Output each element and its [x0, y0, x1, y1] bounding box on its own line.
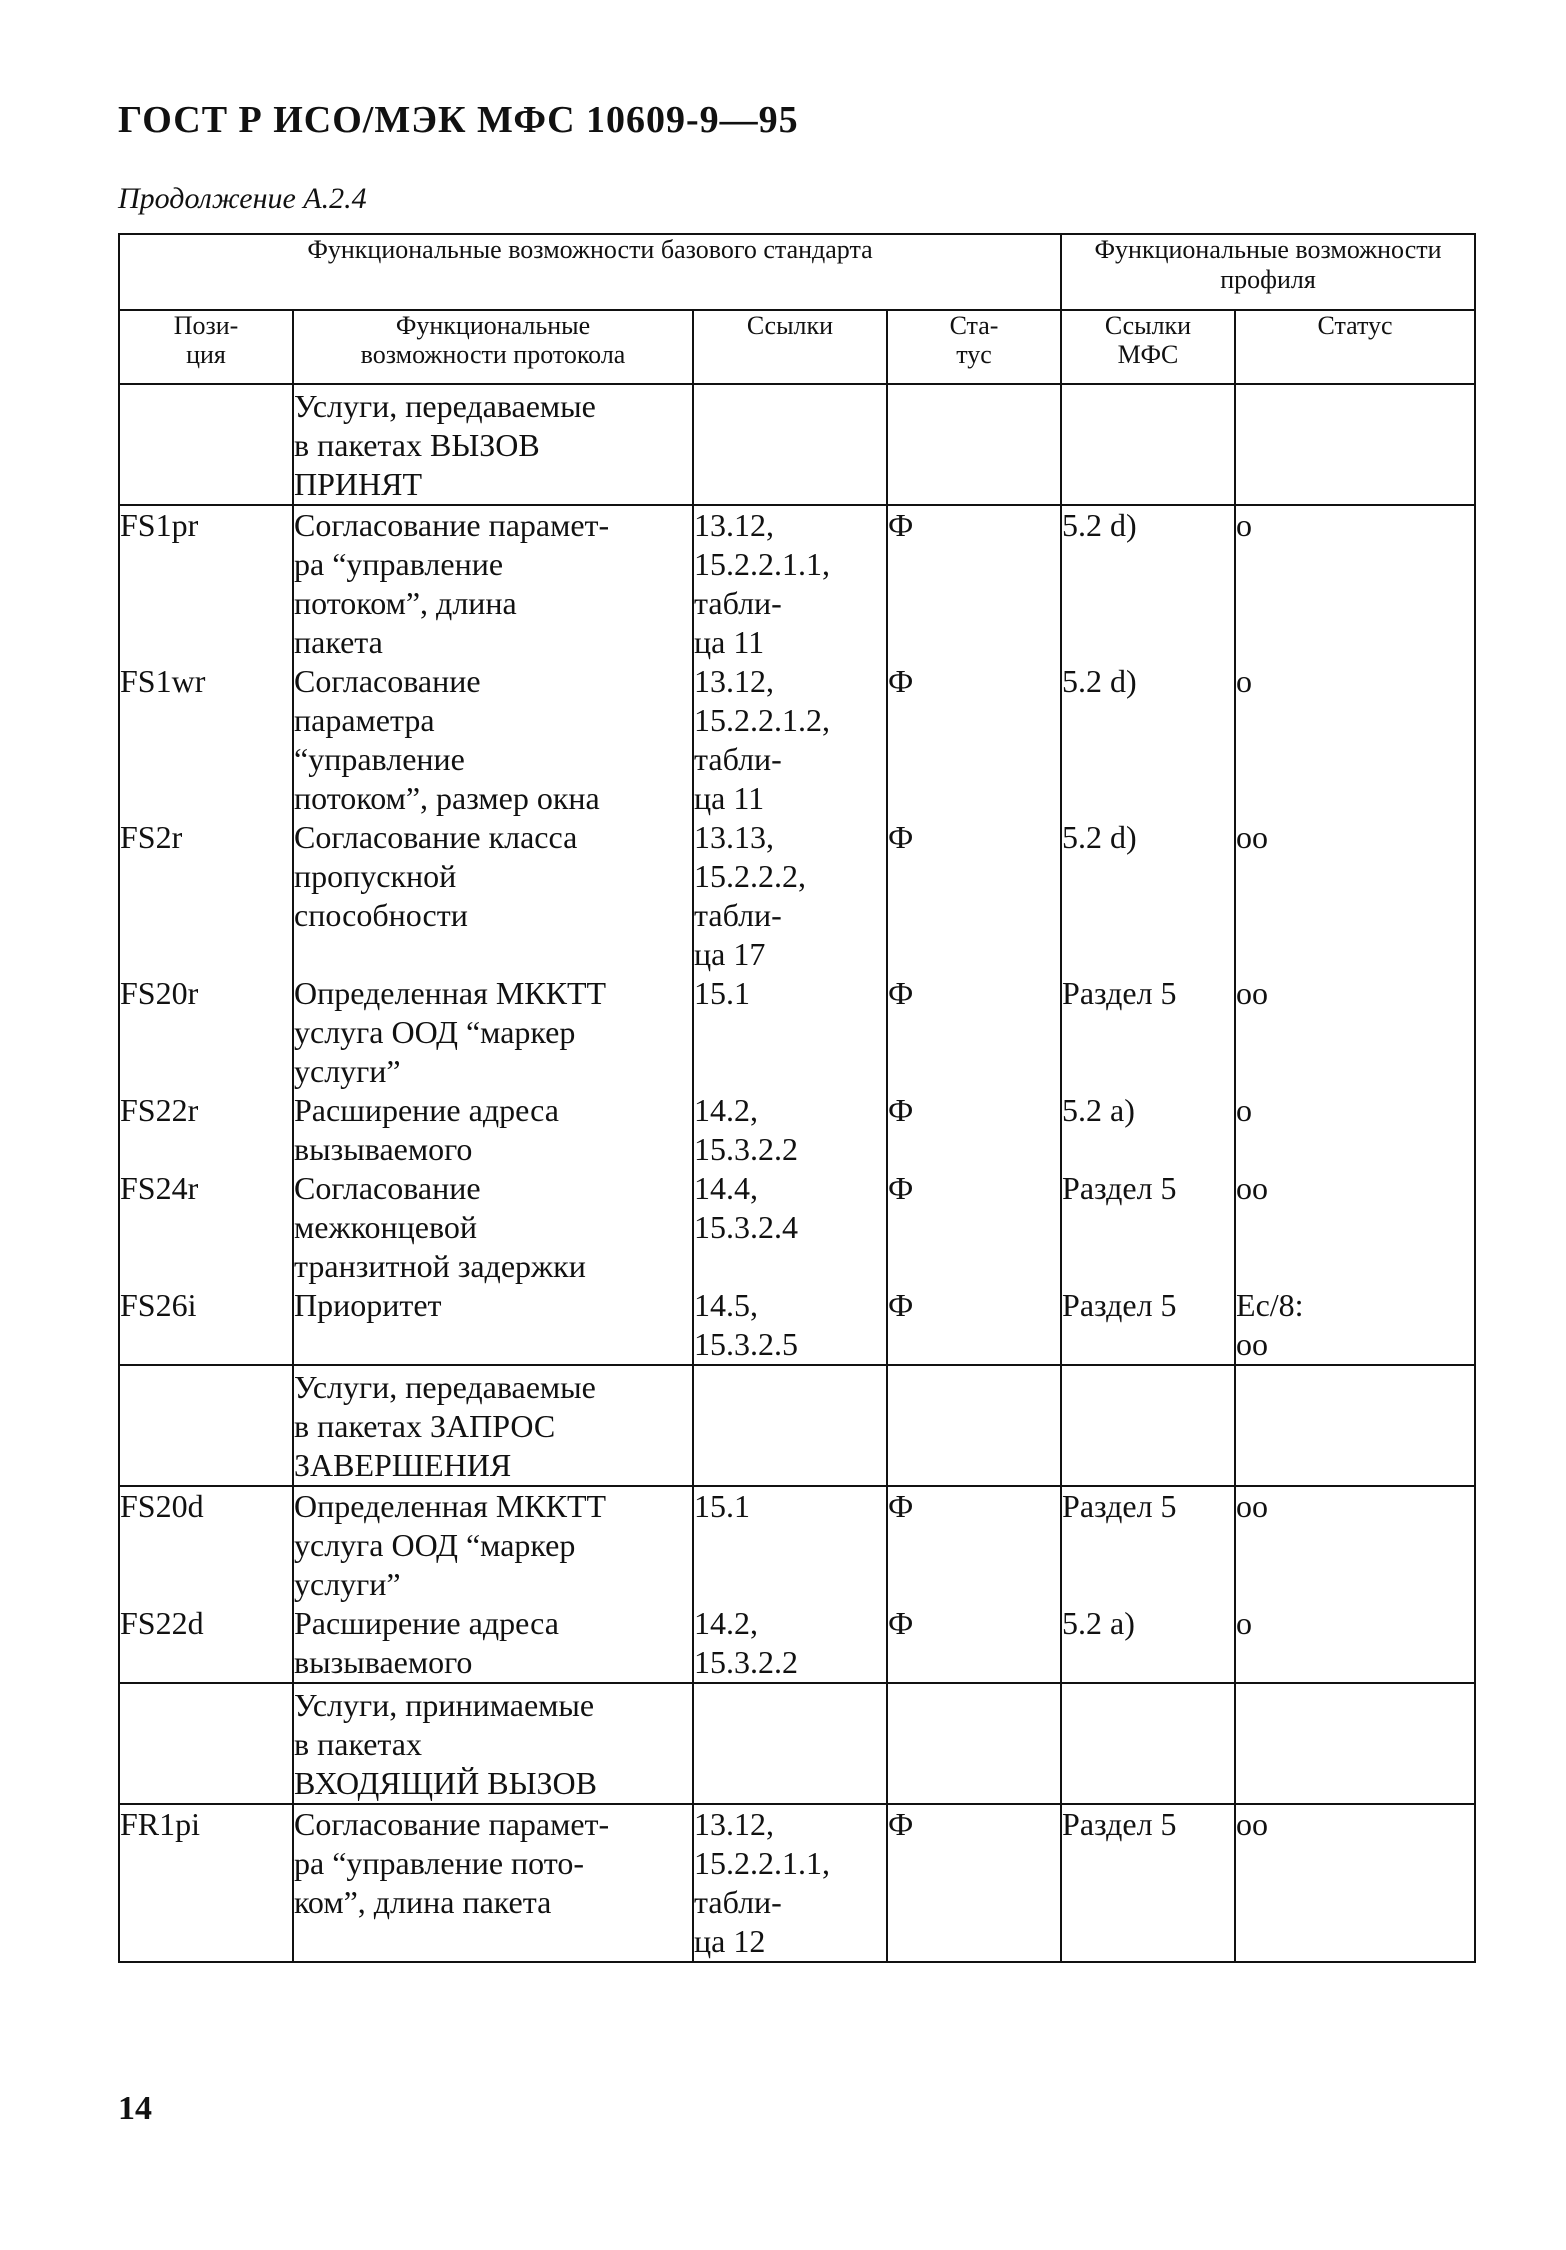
profile-status-cell: o [1235, 1604, 1475, 1683]
protocol-capability-cell: Определенная МККТТ услуга ООД “маркер услуги” [293, 974, 693, 1091]
column-header-protocol-capability: Функциональные возможности протокола [293, 310, 693, 384]
mfs-references-cell: 5.2 a) [1061, 1091, 1235, 1169]
table-column-header-row [119, 310, 1475, 384]
mfs-references-cell: Раздел 5 [1061, 1169, 1235, 1286]
table-row [119, 1804, 1475, 1962]
position-cell: FS2r [119, 818, 293, 974]
section-empty-cell [693, 1365, 887, 1486]
profile-status-cell: oo [1235, 1169, 1475, 1286]
references-cell: 13.12, 15.2.2.1.1, табли- ца 11 [693, 505, 887, 662]
mfs-references-cell: Раздел 5 [1061, 974, 1235, 1091]
mfs-references-cell: Раздел 5 [1061, 1486, 1235, 1604]
references-cell: 15.1 [693, 1486, 887, 1604]
mfs-references-cell: 5.2 d) [1061, 662, 1235, 818]
pics-table [118, 233, 1476, 1963]
status-cell: Ф [887, 818, 1061, 974]
table-row [119, 505, 1475, 662]
position-cell: FS22r [119, 1091, 293, 1169]
status-cell: Ф [887, 1486, 1061, 1604]
profile-status-cell: o [1235, 662, 1475, 818]
references-cell: 15.1 [693, 974, 887, 1091]
table-row [119, 1169, 1475, 1286]
section-empty-cell [1061, 1365, 1235, 1486]
column-header-mfs-references: Ссылки МФС [1061, 310, 1235, 384]
status-cell: Ф [887, 974, 1061, 1091]
section-title: Услуги, принимаемые в пакетах ВХОДЯЩИЙ ВЫЗОВ [293, 1683, 693, 1804]
section-empty-cell [693, 384, 887, 505]
section-empty-cell [1061, 384, 1235, 505]
position-cell: FS22d [119, 1604, 293, 1683]
references-cell: 14.4, 15.3.2.4 [693, 1169, 887, 1286]
position-cell: FS1wr [119, 662, 293, 818]
section-empty-cell [1235, 1683, 1475, 1804]
profile-status-cell: oo [1235, 1486, 1475, 1604]
references-cell: 13.13, 15.2.2.2, табли- ца 17 [693, 818, 887, 974]
table-row [119, 1486, 1475, 1604]
profile-header: Функциональные возможности профиля [1061, 234, 1475, 310]
protocol-capability-cell: Согласование парамет- ра “управление потоком”, длина пакета [293, 505, 693, 662]
column-header-status: Ста- тус [887, 310, 1061, 384]
profile-status-cell: oo [1235, 1804, 1475, 1962]
section-position-cell [119, 1365, 293, 1486]
table-group-header-row [119, 234, 1475, 310]
status-cell: Ф [887, 1169, 1061, 1286]
column-header-profile-status: Статус [1235, 310, 1475, 384]
table-row [119, 1604, 1475, 1683]
position-cell: FS20d [119, 1486, 293, 1604]
section-position-cell [119, 1683, 293, 1804]
mfs-references-cell: 5.2 d) [1061, 818, 1235, 974]
profile-status-cell: oo [1235, 974, 1475, 1091]
status-cell: Ф [887, 1604, 1061, 1683]
base-standard-header: Функциональные возможности базового стандарта [119, 234, 1061, 310]
table-row [119, 662, 1475, 818]
column-header-references: Ссылки [693, 310, 887, 384]
protocol-capability-cell: Определенная МККТТ услуга ООД “маркер услуги” [293, 1486, 693, 1604]
table-continuation-label: Продолжение А.2.4 [118, 182, 367, 215]
table-row [119, 974, 1475, 1091]
status-cell: Ф [887, 662, 1061, 818]
protocol-capability-cell: Приоритет [293, 1286, 693, 1365]
section-empty-cell [1235, 1365, 1475, 1486]
status-cell: Ф [887, 505, 1061, 662]
profile-status-cell: oo [1235, 818, 1475, 974]
references-cell: 14.2, 15.3.2.2 [693, 1604, 887, 1683]
status-cell: Ф [887, 1091, 1061, 1169]
protocol-capability-cell: Согласование парамет- ра “управление пото- ком”, длина пакета [293, 1804, 693, 1962]
table-row [119, 818, 1475, 974]
section-empty-cell [887, 1365, 1061, 1486]
page-number: 14 [118, 2090, 152, 2127]
section-empty-cell [887, 384, 1061, 505]
protocol-capability-cell: Расширение адреса вызываемого [293, 1604, 693, 1683]
references-cell: 13.12, 15.2.2.1.1, табли- ца 12 [693, 1804, 887, 1962]
protocol-capability-cell: Согласование межконцевой транзитной задержки [293, 1169, 693, 1286]
section-empty-cell [1061, 1683, 1235, 1804]
protocol-capability-cell: Расширение адреса вызываемого [293, 1091, 693, 1169]
mfs-references-cell: 5.2 a) [1061, 1604, 1235, 1683]
references-cell: 14.5, 15.3.2.5 [693, 1286, 887, 1365]
position-cell: FS26i [119, 1286, 293, 1365]
profile-status-cell: Ec/8: oo [1235, 1286, 1475, 1365]
table-row [119, 1091, 1475, 1169]
profile-status-cell: o [1235, 1091, 1475, 1169]
document-header: ГОСТ Р ИСО/МЭК МФС 10609-9—95 [118, 99, 799, 141]
table-body [119, 384, 1475, 1962]
section-row [119, 1683, 1475, 1804]
position-cell: FS24r [119, 1169, 293, 1286]
position-cell: FR1pi [119, 1804, 293, 1962]
section-title: Услуги, передаваемые в пакетах ЗАПРОС ЗАВЕРШЕНИЯ [293, 1365, 693, 1486]
section-row [119, 384, 1475, 505]
protocol-capability-cell: Согласование класса пропускной способности [293, 818, 693, 974]
references-cell: 14.2, 15.3.2.2 [693, 1091, 887, 1169]
section-position-cell [119, 384, 293, 505]
column-header-position: Пози- ция [119, 310, 293, 384]
mfs-references-cell: Раздел 5 [1061, 1286, 1235, 1365]
section-empty-cell [693, 1683, 887, 1804]
status-cell: Ф [887, 1804, 1061, 1962]
section-empty-cell [887, 1683, 1061, 1804]
protocol-capability-cell: Согласование параметра “управление потоком”, размер окна [293, 662, 693, 818]
references-cell: 13.12, 15.2.2.1.2, табли- ца 11 [693, 662, 887, 818]
section-empty-cell [1235, 384, 1475, 505]
mfs-references-cell: Раздел 5 [1061, 1804, 1235, 1962]
profile-status-cell: o [1235, 505, 1475, 662]
position-cell: FS20r [119, 974, 293, 1091]
status-cell: Ф [887, 1286, 1061, 1365]
position-cell: FS1pr [119, 505, 293, 662]
mfs-references-cell: 5.2 d) [1061, 505, 1235, 662]
table-row [119, 1286, 1475, 1365]
section-row [119, 1365, 1475, 1486]
section-title: Услуги, передаваемые в пакетах ВЫЗОВ ПРИНЯТ [293, 384, 693, 505]
